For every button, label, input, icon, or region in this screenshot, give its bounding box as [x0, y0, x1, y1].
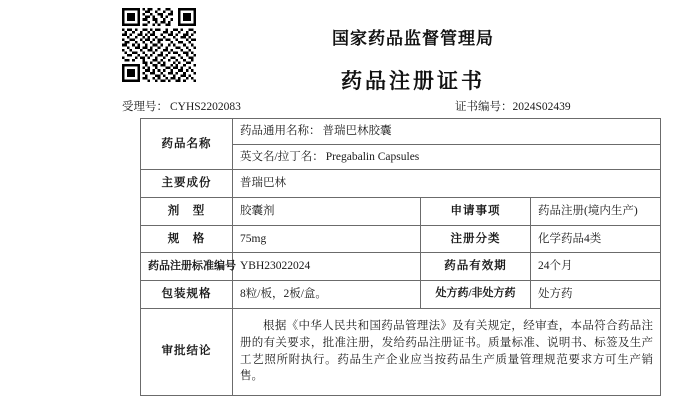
generic-name-row	[233, 119, 660, 144]
acceptance-number-value: CYHS2202083	[170, 101, 241, 113]
issuing-authority: 国家药品监督管理局	[332, 29, 494, 48]
english-name-value: Pregabalin Capsules	[325, 150, 420, 163]
document-title: 药品注册证书	[341, 69, 485, 93]
conclusion-text: 根据《中华人民共和国药品管理法》及有关规定，经审查，本品符合药品注册的有关要求，批准注册，发给药品注册证书。质量标准、说明书、标签及生产工艺照所附执行。药品生产企业应当按药品生产质量管理规范要求方可生产销售。	[240, 320, 654, 383]
acceptance-number-label: 受理号：	[122, 101, 168, 113]
generic-name-label: 药品通用名称：	[240, 125, 321, 137]
english-name-row	[233, 144, 660, 170]
document-header	[0, 0, 700, 98]
table-row-dosage-form	[141, 198, 661, 226]
dosage-form-value: 胶囊剂	[233, 198, 421, 226]
drug-name-values	[233, 119, 661, 170]
ingredient-label: 主要成份	[141, 170, 233, 198]
spec-value: 75mg	[233, 225, 421, 253]
table-row-conclusion	[141, 308, 661, 395]
acceptance-number	[122, 98, 241, 114]
table-row-spec	[141, 225, 661, 253]
certificate-number	[455, 98, 571, 114]
package-spec-value: 8粒/板，2板/盒。	[233, 281, 421, 309]
table-row-ingredient	[141, 170, 661, 198]
register-class-value: 化学药品4类	[531, 225, 661, 253]
registration-table	[140, 118, 661, 396]
table-row-package-spec	[141, 281, 661, 309]
standard-no-label: 药品注册标准编号	[141, 253, 233, 281]
certificate-number-label: 证书编号：	[455, 101, 513, 113]
certificate-number-value: 2024S02439	[512, 101, 571, 113]
qr-code-icon	[122, 8, 196, 82]
rx-value: 处方药	[531, 281, 661, 309]
standard-no-value: YBH23022024	[233, 253, 421, 281]
validity-value: 24个月	[531, 253, 661, 281]
dosage-form-label: 剂 型	[141, 198, 233, 226]
application-item-label: 申请事项	[421, 198, 531, 226]
title-block	[196, 0, 700, 95]
conclusion-label: 审批结论	[141, 308, 233, 395]
package-spec-label: 包装规格	[141, 281, 233, 309]
application-item-value: 药品注册(境内生产)	[531, 198, 661, 226]
meta-row	[0, 98, 700, 118]
table-row-drug-name	[141, 119, 661, 170]
conclusion-cell	[233, 308, 661, 395]
english-name-label: 英文名/拉丁名：	[240, 150, 324, 163]
spec-label: 规 格	[141, 225, 233, 253]
register-class-label: 注册分类	[421, 225, 531, 253]
validity-label: 药品有效期	[421, 253, 531, 281]
ingredient-value: 普瑞巴林	[233, 170, 661, 198]
drug-name-label: 药品名称	[141, 119, 233, 170]
table-row-standard-no	[141, 253, 661, 281]
rx-label: 处方药/非处方药	[421, 281, 531, 309]
generic-name-value: 普瑞巴林胶囊	[322, 125, 392, 137]
